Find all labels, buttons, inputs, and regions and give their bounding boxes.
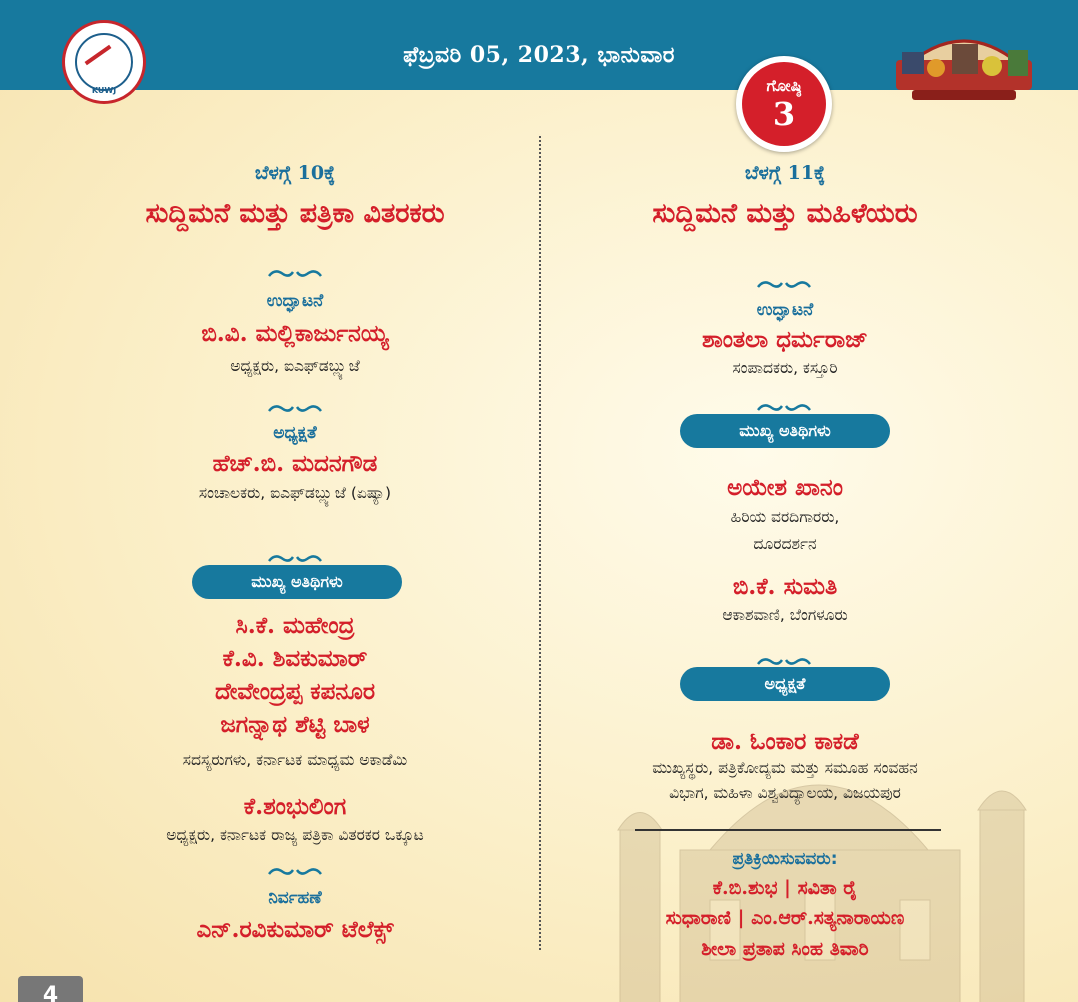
left-host-name: ಎನ್.ರವಿಕುಮಾರ್ ಟೆಲೆಕ್ಸ್ bbox=[196, 916, 394, 943]
right-guest1-name: ಅಯೇಶ ಖಾನಂ bbox=[727, 474, 843, 501]
left-guest-name: ದೇವೇಂದ್ರಪ್ಪ ಕಪನೂರ bbox=[214, 678, 375, 705]
left-guests-pill: ಮುಖ್ಯ ಅತಿಥಿಗಳು bbox=[192, 565, 402, 599]
right-title: ಸುದ್ದಿಮನೆ ಮತ್ತು ಮಹಿಳೆಯರು bbox=[652, 198, 918, 229]
left-inaugurator-designation: ಅಧ್ಯಕ್ಷರು, ಐಎಫ್‌ಡಬ್ಲ್ಯುಜೆ bbox=[230, 357, 360, 375]
flourish-ornament bbox=[754, 277, 814, 293]
flourish-ornament bbox=[265, 864, 325, 880]
left-president-name: ಹೆಚ್.ಬಿ. ಮದನಗೌಡ bbox=[212, 450, 378, 477]
respondents-line: ಶೀಲಾ ಪ್ರತಾಪ ಸಿಂಹ ತಿವಾರಿ bbox=[701, 938, 869, 960]
right-guest1-designation: ಹಿರಿಯ ವರದಿಗಾರರು, bbox=[730, 508, 840, 526]
flourish-ornament bbox=[265, 266, 325, 282]
right-inaugurator-name: ಶಾಂತಲಾ ಧರ್ಮರಾಜ್ bbox=[702, 326, 868, 353]
right-inaugurator-designation: ಸಂಪಾದಕರು, ಕಸ್ತೂರಿ bbox=[732, 359, 838, 377]
right-president-pill: ಅಧ್ಯಕ್ಷತೆ bbox=[680, 667, 890, 701]
event-date: ಫೆಬ್ರವರಿ 05, 2023, ಭಾನುವಾರ bbox=[403, 42, 675, 68]
left-guest-name: ಸಿ.ಕೆ. ಮಹೇಂದ್ರ bbox=[235, 612, 355, 639]
right-guest2-designation: ಆಕಾಶವಾಣಿ, ಬೆಂಗಳೂರು bbox=[722, 606, 848, 624]
separator-line bbox=[635, 829, 941, 831]
conference-emblem bbox=[892, 16, 1036, 102]
session-label: ಗೋಷ್ಠಿ bbox=[766, 76, 802, 95]
right-guest1-designation: ದೂರದರ್ಶನ bbox=[753, 535, 817, 553]
kuwj-logo: KUWJ bbox=[62, 20, 146, 104]
left-title: ಸುದ್ದಿಮನೆ ಮತ್ತು ಪತ್ರಿಕಾ ವಿತರಕರು bbox=[145, 198, 445, 229]
session-badge bbox=[736, 56, 832, 152]
right-president-designation: ವಿಭಾಗ, ಮಹಿಳಾ ವಿಶ್ವವಿದ್ಯಾಲಯ, ವಿಜಯಪುರ bbox=[669, 784, 901, 802]
flourish-ornament bbox=[265, 401, 325, 417]
left-inauguration-label: ಉದ್ಘಾಟನೆ bbox=[266, 291, 324, 311]
left-time: ಬೆಳಗ್ಗೆ 10ಕ್ಕೆ bbox=[254, 162, 336, 184]
respondents-label: ಪ್ರತಿಕ್ರಿಯಿಸುವವರು: bbox=[732, 849, 838, 869]
right-president-designation: ಮುಖ್ಯಸ್ಥರು, ಪತ್ರಿಕೋದ್ಯಮ ಮತ್ತು ಸಮೂಹ ಸಂವಹನ bbox=[652, 759, 918, 777]
left-inaugurator-name: ಬಿ.ವಿ. ಮಲ್ಲಿಕಾರ್ಜುನಯ್ಯ bbox=[201, 320, 389, 347]
right-president-name: ಡಾ. ಓಂಕಾರ ಕಾಕಡೆ bbox=[711, 728, 859, 755]
left-host-label: ನಿರ್ವಹಣೆ bbox=[268, 888, 322, 908]
page-number: 4 bbox=[18, 976, 83, 1002]
right-inauguration-label: ಉದ್ಘಾಟನೆ bbox=[756, 300, 814, 320]
left-president-designation: ಸಂಚಾಲಕರು, ಐಎಫ್‌ಡಬ್ಲ್ಯುಜೆ (ಏಷ್ಯಾ) bbox=[198, 484, 392, 502]
right-guest2-name: ಬಿ.ಕೆ. ಸುಮತಿ bbox=[732, 573, 838, 600]
left-guest-name: ಕೆ.ವಿ. ಶಿವಕುಮಾರ್ bbox=[222, 645, 368, 672]
left-guest-name: ಜಗನ್ನಾಥ ಶೆಟ್ಟಿ ಬಾಳ bbox=[220, 711, 370, 738]
session-number: 3 bbox=[772, 95, 796, 133]
left-guest2-name: ಕೆ.ಶಂಭುಲಿಂಗ bbox=[243, 793, 347, 820]
right-guests-pill: ಮುಖ್ಯ ಅತಿಥಿಗಳು bbox=[680, 414, 890, 448]
left-president-label: ಅಧ್ಯಕ್ಷತೆ bbox=[273, 423, 317, 443]
left-guests-designation: ಸದಸ್ಯರುಗಳು, ಕರ್ನಾಟಕ ಮಾಧ್ಯಮ ಅಕಾಡೆಮಿ bbox=[182, 751, 408, 769]
right-time: ಬೆಳಗ್ಗೆ 11ಕ್ಕೆ bbox=[744, 162, 826, 184]
respondents-line: ಸುಧಾರಾಣಿ | ಎಂ.ಆರ್.ಸತ್ಯನಾರಾಯಣ bbox=[665, 907, 905, 929]
left-guest2-designation: ಅಧ್ಯಕ್ಷರು, ಕರ್ನಾಟಕ ರಾಜ್ಯ ಪತ್ರಿಕಾ ವಿತರಕರ ಒಕ್ಕೂಟ bbox=[166, 826, 424, 844]
respondents-line: ಕೆ.ಬಿ.ಶುಭ | ಸವಿತಾ ರೈ bbox=[712, 877, 858, 899]
